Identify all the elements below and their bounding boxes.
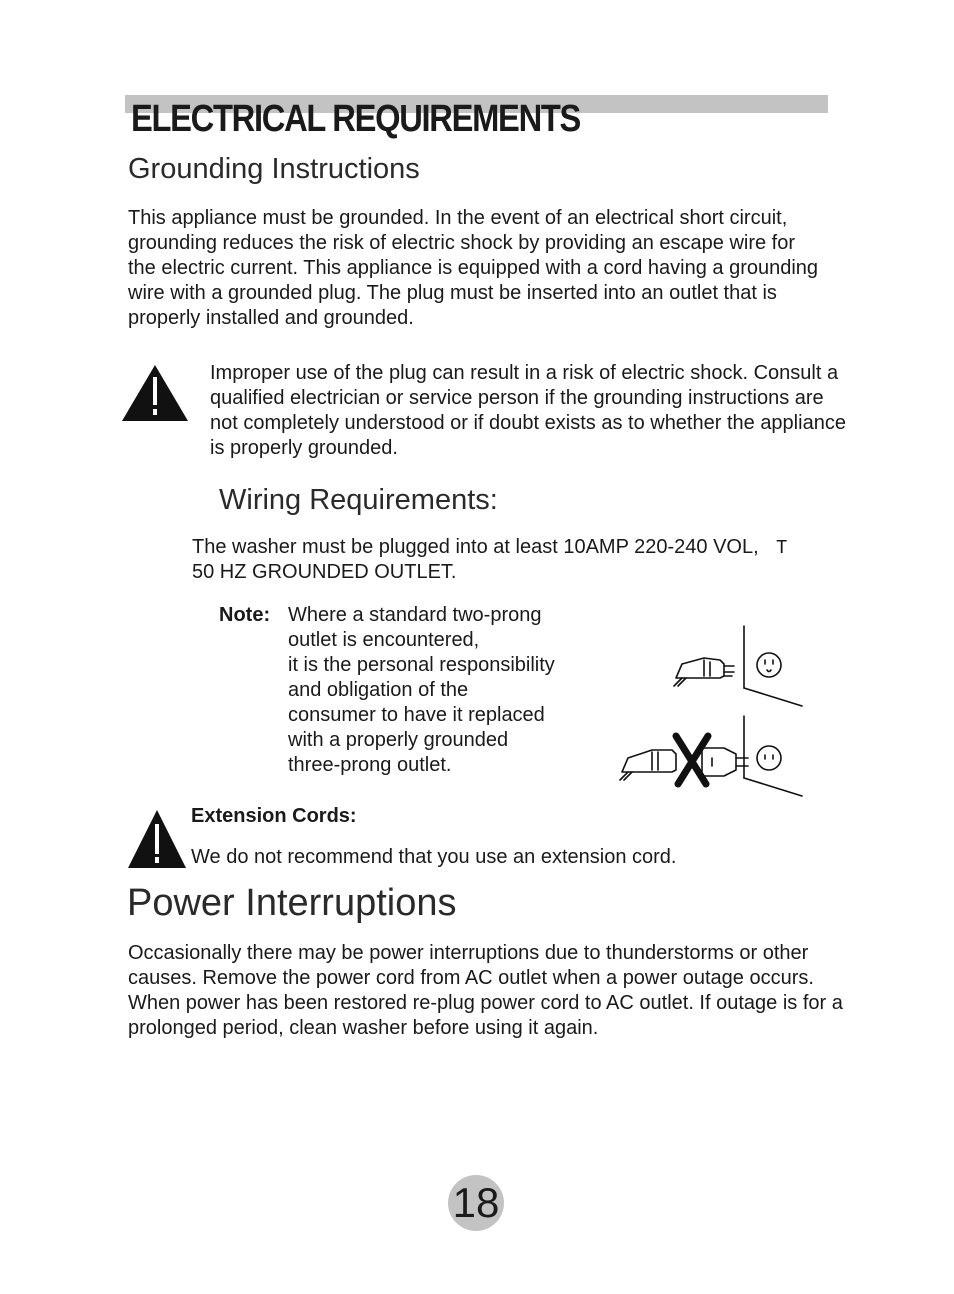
power-heading: Power Interruptions bbox=[127, 882, 457, 924]
extension-body: We do not recommend that you use an extension cord. bbox=[191, 846, 677, 868]
note-line: it is the personal responsibility bbox=[288, 654, 555, 676]
note-line: with a properly grounded bbox=[288, 729, 509, 751]
note-text bbox=[288, 603, 608, 778]
note-line: outlet is encountered, bbox=[288, 629, 480, 651]
grounding-heading: Grounding Instructions bbox=[128, 153, 420, 185]
extension-heading: Extension Cords: bbox=[191, 805, 357, 827]
note-label: Note: bbox=[219, 604, 271, 626]
warning-triangle-icon bbox=[120, 363, 190, 423]
note-line: consumer to have it replaced bbox=[288, 704, 545, 726]
plug-outlet-illustration bbox=[612, 620, 812, 800]
wiring-line-1-mark: T bbox=[776, 537, 788, 558]
note-line: Where a standard two-prong bbox=[288, 604, 542, 626]
note-line: three-prong outlet. bbox=[288, 754, 452, 776]
power-body: Occasionally there may be power interruptions due to thunderstorms or other causes. Remove the power cord from AC outlet when a power outage occurs. When power has been restored re-plug power cord to AC outlet. If outage is for a prolonged period, clean washer before using it again. bbox=[128, 942, 843, 1039]
warning-triangle-icon bbox=[126, 808, 188, 870]
grounding-warning: Improper use of the plug can result in a risk of electric shock. Consult a qualified electrician or service person if the grounding instructions are not completely understood or if doubt exists as to whether the appliance is properly grounded. bbox=[210, 362, 846, 459]
page-number: 18 bbox=[448, 1175, 504, 1231]
grounding-body: This appliance must be grounded. In the event of an electrical short circuit, grounding reduces the risk of electric shock by providing an escape wire for the electric current. This appliance is equipped with a cord having a grounding wire with a grounded plug. The plug must be inserted into an outlet that is properly installed and grounded. bbox=[128, 207, 819, 329]
wiring-line-2: 50 HZ GROUNDED OUTLET. bbox=[192, 561, 457, 583]
wiring-heading: Wiring Requirements: bbox=[219, 484, 498, 516]
wiring-line-1-text: The washer must be plugged into at least 10AMP 220-240 VOL, bbox=[192, 536, 759, 558]
page-title: ELECTRICAL REQUIREMENTS bbox=[131, 98, 581, 140]
wiring-line-1 bbox=[192, 535, 787, 560]
note-line: and obligation of the bbox=[288, 679, 469, 701]
